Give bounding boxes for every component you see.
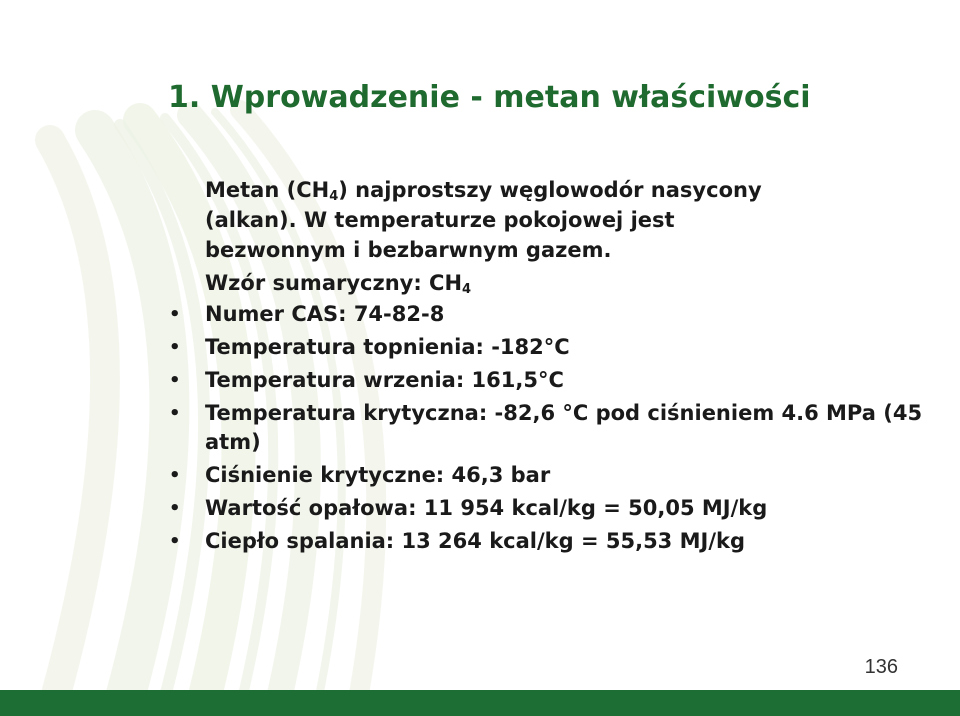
intro-line2: (alkan). W temperaturze pokojowej jest: [205, 208, 675, 232]
fact-text: Numer CAS: 74-82-8: [205, 302, 445, 326]
list-item: [169, 527, 935, 556]
bullet-icon: •: [169, 531, 181, 552]
bullet-icon: •: [169, 498, 181, 519]
fact-text: Ciśnienie krytyczne: 46,3 bar: [205, 463, 551, 487]
slide-content: [169, 175, 935, 560]
bullet-icon: •: [169, 465, 181, 486]
fact-text: Ciepło spalania: 13 264 kcal/kg = 55,53 MJ/kg: [205, 529, 745, 553]
list-item: [169, 399, 935, 457]
bullet-icon: •: [169, 370, 181, 391]
intro-line3: bezwonnym i bezbarwnym gazem.: [205, 238, 612, 262]
fact-text: Temperatura krytyczna: -82,6 °C pod ciśnieniem 4.6 MPa (45 atm): [205, 401, 923, 454]
intro-subscript: 4: [329, 189, 339, 204]
fact-text: Temperatura wrzenia: 161,5°C: [205, 368, 564, 392]
fact-text: Wartość opałowa: 11 954 kcal/kg = 50,05 MJ/kg: [205, 496, 768, 520]
list-item: [169, 366, 935, 395]
facts-list: [169, 300, 935, 556]
bullet-icon: •: [169, 403, 181, 424]
list-item: [169, 300, 935, 329]
formula-text: Wzór sumaryczny: CH: [205, 271, 463, 295]
footer-bar: [0, 690, 960, 716]
intro-paragraph: [205, 175, 935, 265]
list-item: [169, 494, 935, 523]
page-number: 136: [864, 656, 898, 678]
intro-line1-pre: Metan (CH: [205, 178, 330, 202]
list-item: [169, 333, 935, 362]
fact-text: Temperatura topnienia: -182°C: [205, 335, 570, 359]
formula-line: [205, 268, 935, 298]
formula-subscript: 4: [462, 282, 472, 297]
bullet-icon: •: [169, 337, 181, 358]
list-item: [169, 461, 935, 490]
slide-title: 1. Wprowadzenie - metan właściwości: [168, 80, 811, 115]
bullet-icon: •: [169, 304, 181, 325]
intro-line1-post: ) najprostszy węglowodór nasycony: [338, 178, 762, 202]
